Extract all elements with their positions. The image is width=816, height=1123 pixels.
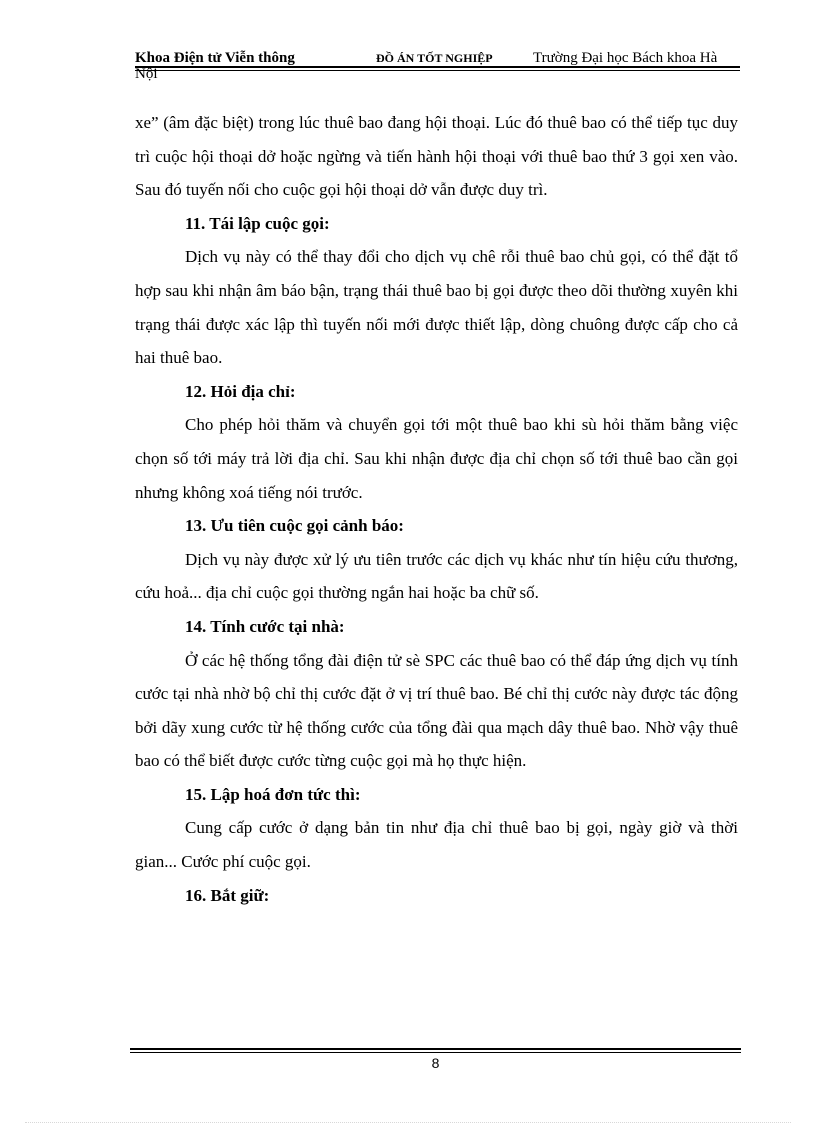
header-university-wrap: Nội (135, 66, 158, 82)
page-number: 8 (431, 1055, 440, 1071)
header-rule-thin (135, 70, 740, 71)
header-faculty: Khoa Điện tử Viễn thông (135, 50, 295, 66)
header-rule-thick (135, 66, 740, 68)
section-heading-11: 11. Tái lập cuộc gọi: (185, 213, 330, 233)
paragraph-12: Cho phép hỏi thăm và chuyển gọi tới một thuê bao khi sù hỏi thăm bằng việc chọn số tới máy trả lời địa chỉ. Sau khi nhận được địa chỉ chọn số tới thuê bao cần gọi nhưng không xoá tiếng nói trước. (135, 415, 738, 502)
section-heading-16: 16. Bắt giữ: (185, 885, 270, 905)
paragraph-13: Dịch vụ này được xử lý ưu tiên trước các dịch vụ khác như tín hiệu cứu thương, cứu hoả... địa chỉ cuộc gọi thường ngắn hai hoặc ba chữ số. (135, 549, 738, 603)
footer-rule-thick (130, 1048, 741, 1050)
section-heading-15: 15. Lập hoá đơn tức thì: (185, 784, 361, 804)
section-heading-13: 13. Ưu tiên cuộc gọi cảnh báo: (185, 516, 404, 536)
paragraph-11: Dịch vụ này có thể thay đổi cho dịch vụ chê rỗi thuê bao chủ gọi, có thể đặt tổ hợp sau khi nhận âm báo bận, trạng thái thuê bao bị gọi được theo dõi thường xuyên khi trạng thái được xác lập thì tuyến nối mới được thiết lập, dòng chuông được cấp cho cả hai thuê bao. (135, 247, 738, 368)
section-heading-14: 14. Tính cước tại nhà: (185, 616, 345, 636)
document-body (135, 106, 738, 912)
section-heading-12: 12. Hỏi địa chỉ: (185, 381, 296, 401)
footer-rule-thin (130, 1052, 741, 1053)
paragraph-14: Ở các hệ thống tổng đài điện tử sè SPC các thuê bao có thể đáp ứng dịch vụ tính cước tại nhà nhờ bộ chỉ thị cước đặt ở vị trí thuê bao. Bé chỉ thị cước này được tác động bởi dãy xung cước từ hệ thống cước của tổng đài qua mạch dây thuê bao. Nhờ vậy thuê bao có thể biết được cước từng cuộc gọi mà họ thực hiện. (135, 650, 738, 771)
paragraph-15: Cung cấp cước ở dạng bản tin như địa chỉ thuê bao bị gọi, ngày giờ và thời gian... Cước phí cuộc gọi. (135, 818, 738, 872)
header-university: Trường Đại học Bách khoa Hà (533, 50, 718, 66)
header-title: ĐỒ ÁN TỐT NGHIỆP (376, 51, 493, 65)
paragraph-continued: xe” (âm đặc biệt) trong lúc thuê bao đang hội thoại. Lúc đó thuê bao có thể tiếp tục duy trì cuộc hội thoại dở hoặc ngừng và tiến hành hội thoại với thuê bao thứ 3 gọi xen vào. Sau đó tuyến nối cho cuộc gọi hội thoại dở vẫn được duy trì. (135, 113, 738, 200)
